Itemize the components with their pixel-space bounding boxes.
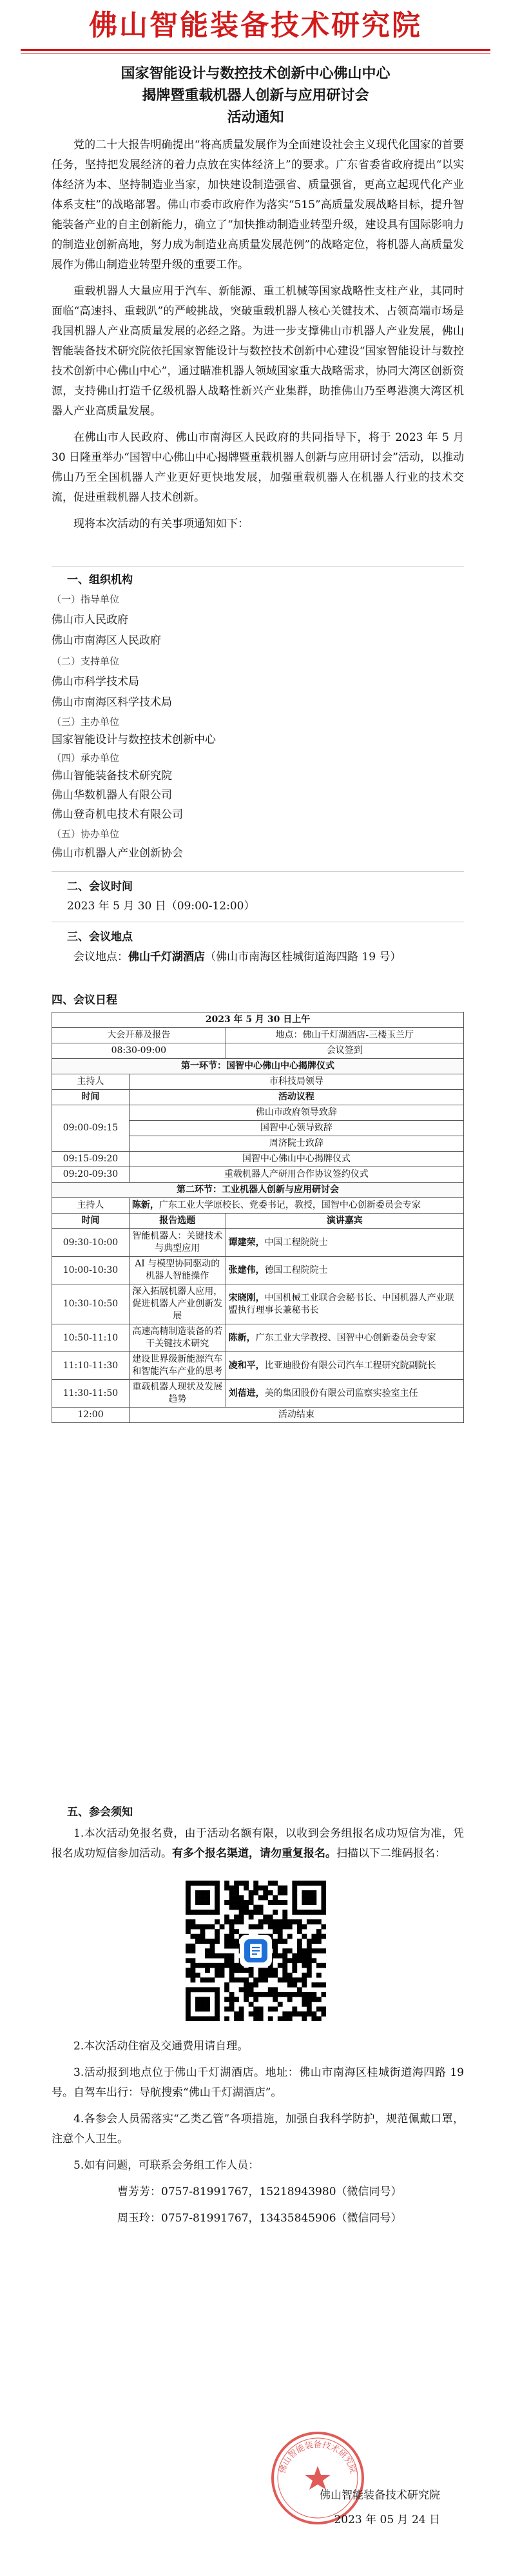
meeting-time: 2023 年 5 月 30 日（09:00-12:00） [67,900,255,913]
col-time: 时间 [52,1214,130,1229]
agenda-section-1 [52,1059,464,1074]
talk-topic: 建设世界级新能源汽车和智能汽车产业的思考 [129,1352,226,1380]
notes-section-top [52,1824,464,1870]
table-row [52,1324,464,1352]
org-support-1: 佛山市科学技术局 [52,675,139,688]
title-line-3: 活动通知 [227,110,284,126]
section-heading-agenda: 四、会议日程 [52,994,117,1007]
institute-header: 佛山智能装备技术研究院 [89,9,422,42]
org-undertake-1: 佛山智能装备技术研究院 [52,770,172,782]
notes-section-bottom [52,2037,464,2235]
section-2-head-row [52,1214,464,1229]
talk-topic: 深入拓展机器人应用，促进机器人产业创新发展 [129,1284,226,1324]
title-line-1: 国家智能设计与数控技术创新中心佛山中心 [121,66,390,82]
agenda-end-row [52,1408,464,1423]
title-line-2: 揭牌暨重载机器人创新与应用研讨会 [142,88,369,104]
talk-time: 09:30-10:00 [52,1229,130,1257]
org-support-2: 佛山市南海区科学技术局 [52,696,172,709]
talk-speaker [226,1324,463,1352]
host-label: 主持人 [52,1198,130,1214]
org-co-1: 佛山市机器人产业创新协会 [52,847,183,860]
org-guide-2: 佛山市南海区人民政府 [52,634,161,647]
agenda-date: 2023 年 5 月 30 日上午 [52,1012,464,1028]
org-guide-label: （一）指导单位 [52,594,120,605]
org-support-label: （二）支持单位 [52,655,120,667]
section-2-host [129,1198,463,1214]
speaker-desc: 美的集团股份有限公司监察实验室主任 [264,1388,418,1399]
table-row [52,1229,464,1257]
org-co-label: （五）协办单位 [52,828,120,840]
note-1-scan: 扫描以下二维码报名： [336,1847,446,1860]
opening-label: 大会开幕及报告 [52,1028,226,1043]
note-3: 3.活动报到地点位于佛山千灯湖酒店。地址：佛山市南海区桂城街道海四路 19 号。自驾车出行：导航搜索“佛山千灯湖酒店”。 [52,2066,464,2099]
speaker-name: 宋晓刚， [228,1292,265,1303]
col-report: 报告选题 [129,1214,226,1229]
opening-location: 地点：佛山千灯湖酒店-三楼玉兰厅 [226,1028,463,1043]
signature-date: 2023 年 05 月 24 日 [334,2513,440,2526]
item-cell: 国智中心领导致辞 [129,1121,463,1136]
speaker-desc: 中国工程院院士 [264,1237,328,1248]
seal-text: 佛山智能装备技术研究院 [277,2440,358,2475]
item-cell: 国智中心佛山中心揭牌仪式 [129,1152,463,1167]
section-2-host-name: 陈新， [131,1200,159,1210]
talk-time: 10:50-11:10 [52,1324,130,1352]
section-1-title: 第一环节：国智中心佛山中心揭牌仪式 [52,1059,464,1074]
time-cell: 09:00-09:15 [52,1105,130,1152]
table-row [52,1352,464,1380]
table-row [52,1380,464,1408]
note-1-text: 1.本次活动免报名费，由于活动名额有限，以收到会务组报名成功短信为准，凭报名成功短信参加活动。 [52,1827,464,1860]
table-row [52,1152,464,1167]
intro-paragraph-2: 重载机器人大量应用于汽车、新能源、重工机械等国家战略性支柱产业，其同时面临“高速抖、重载趴”的严峻挑战，突破重载机器人核心关键技术、占领高端市场是我国机器人产业高质量发展的必经之路。为进一步支撑佛山市机器人产业发展，佛山智能装备技术研究院依托国家智能设计与数控技术创新中心建设“国家智能设计与数控技术创新中心佛山中心”，通过瞄准机器人领域国家重大战略需求，协同大湾区创新资源，支持佛山打造千亿级机器人战略性新兴产业集群，助推佛山乃至粤港澳大湾区机器人产业高质量发展。 [52,285,464,418]
col-time: 时间 [52,1090,130,1105]
speaker-desc: 德国工程院院士 [264,1264,328,1275]
talk-topic: 高速高精制造装备的若干关键技术研究 [129,1324,226,1352]
talk-time: 11:10-11:30 [52,1352,130,1380]
intro-paragraph-4: 现将本次活动的有关事项通知如下： [73,518,249,530]
contact-2: 周玉玲：0757-81991767，13435845906（微信同号） [117,2212,402,2225]
section-2-host-desc: 广东工业大学原校长、党委书记，教授，国智中心创新委员会专家 [159,1200,421,1210]
col-content: 活动议程 [129,1090,463,1105]
venue-label: 会议地点： [73,951,128,964]
note-5: 5.如有问题，可联系会务组工作人员： [73,2159,260,2172]
contact-1: 曹芳芳：0757-81991767，15218943980（微信同号） [117,2185,402,2198]
talk-speaker [226,1284,463,1324]
item-cell: 重载机器人产研用合作协议签约仪式 [129,1167,463,1183]
talk-topic: 智能机器人：关键技术与典型应用 [129,1229,226,1257]
venue-name: 佛山千灯湖酒店 [128,951,205,964]
venue-line [52,947,464,967]
time-cell: 09:15-09:20 [52,1152,130,1167]
document-title [0,63,511,129]
section-heading-venue: 三、会议地点 [67,931,133,944]
section-heading-notes: 五、参会须知 [67,1806,133,1819]
talk-topic: AI 与模型协同驱动的机器人智能操作 [129,1257,226,1284]
checkin-time: 08:30-09:00 [52,1043,226,1059]
divider [52,871,464,872]
org-host-label: （三）主办单位 [52,716,120,728]
table-row [52,1105,464,1121]
agenda-checkin-row [52,1043,464,1059]
talk-speaker [226,1229,463,1257]
registration-qr-code[interactable] [186,1881,326,2021]
org-guide-1: 佛山市人民政府 [52,614,128,626]
agenda-date-row [52,1012,464,1028]
signature-org: 佛山智能装备技术研究院 [320,2489,440,2502]
agenda-opening-row [52,1028,464,1043]
talk-speaker [226,1257,463,1284]
org-undertake-label: （四）承办单位 [52,752,120,764]
speaker-name: 张建伟， [228,1264,265,1275]
agenda-section-2 [52,1183,464,1198]
header-rule-thick [21,49,490,51]
item-cell: 佛山市政府领导致辞 [129,1105,463,1121]
section-heading-time: 二、会议时间 [67,880,133,893]
talk-time: 11:30-11:50 [52,1380,130,1408]
intro-paragraph-1: 党的二十大报告明确提出“将高质量发展作为全面建设社会主义现代化国家的首要任务，坚持把发展经济的着力点放在实体经济上”的要求。广东省委省政府提出“以实体经济为本、坚持制造业当家，加快建设制造强省、质量强省，更高立起现代化产业体系支柱”的战略部署。佛山市委市政府作为落实“515”高质量发展战略目标，提升智能装备产业的自主创新能力，确立了“加快推动制造业转型升级，建设具有国际影响力的制造业创新高地，努力成为制造业高质量发展范例”的战略定位，将机器人高质量发展作为佛山制造业转型升级的重要工作。 [52,139,464,271]
org-host-1: 国家智能设计与数控技术创新中心 [52,733,216,746]
section-1-head-row [52,1090,464,1105]
note-4: 4.各参会人员需落实“乙类乙管”各项措施，加强自我科学防护，规范佩戴口罩，注意个人卫生。 [52,2113,464,2145]
section-1-host-row [52,1074,464,1090]
agenda-table [52,1012,464,1423]
speaker-name: 刘蓓进， [228,1388,265,1399]
table-row [52,1167,464,1183]
intro-section [52,135,464,541]
host-label: 主持人 [52,1074,130,1090]
org-undertake-3: 佛山登奇机电技术有限公司 [52,808,183,821]
form-icon [243,1938,269,1964]
talk-time: 10:30-10:50 [52,1284,130,1324]
talk-speaker [226,1352,463,1380]
talk-topic: 重载机器人现状及发展趋势 [129,1380,226,1408]
time-cell: 09:20-09:30 [52,1167,130,1183]
checkin-text: 会议签到 [226,1043,463,1059]
item-cell: 周济院士致辞 [129,1136,463,1152]
note-2: 2.本次活动住宿及交通费用请自理。 [73,2040,249,2053]
section-1-host: 市科技局领导 [129,1074,463,1090]
note-1-warning: 有多个报名渠道，请勿重复报名。 [172,1847,336,1860]
speaker-desc: 中国机械工业联合会秘书长、中国机器人产业联盟执行理事长兼秘书长 [228,1292,454,1315]
section-2-title: 第二环节：工业机器人创新与应用研讨会 [52,1183,464,1198]
speaker-desc: 比亚迪股份有限公司汽车工程研究院副院长 [264,1360,436,1371]
table-row [52,1284,464,1324]
table-row [52,1257,464,1284]
end-text: 活动结束 [129,1408,463,1423]
end-time: 12:00 [52,1408,130,1423]
speaker-desc: 广东工业大学教授、国智中心创新委员会专家 [255,1332,436,1343]
speaker-name: 谭建荣， [228,1237,265,1248]
talk-time: 10:00-10:30 [52,1257,130,1284]
qr-center-logo [240,1935,272,1967]
speaker-name: 陈新， [228,1332,256,1343]
col-speaker: 演讲嘉宾 [226,1214,463,1229]
talk-speaker [226,1380,463,1408]
section-heading-org: 一、组织机构 [67,574,133,586]
intro-paragraph-3: 在佛山市人民政府、佛山市南海区人民政府的共同指导下，将于 2023 年 5 月 30 日隆重举办“国智中心佛山中心揭牌暨重载机器人创新与应用研讨会”活动，以推动佛山乃至全国机器人产业更好更快地发展，加强重载机器人在机器人行业的技术交流，促进重载机器人技术创新。 [52,431,464,504]
speaker-name: 凌和平， [228,1360,265,1371]
org-undertake-2: 佛山华数机器人有限公司 [52,789,172,802]
divider [52,566,464,567]
note-1 [52,1824,464,1864]
venue-address: （佛山市南海区桂城街道海四路 19 号） [205,951,401,964]
section-2-host-row [52,1198,464,1214]
